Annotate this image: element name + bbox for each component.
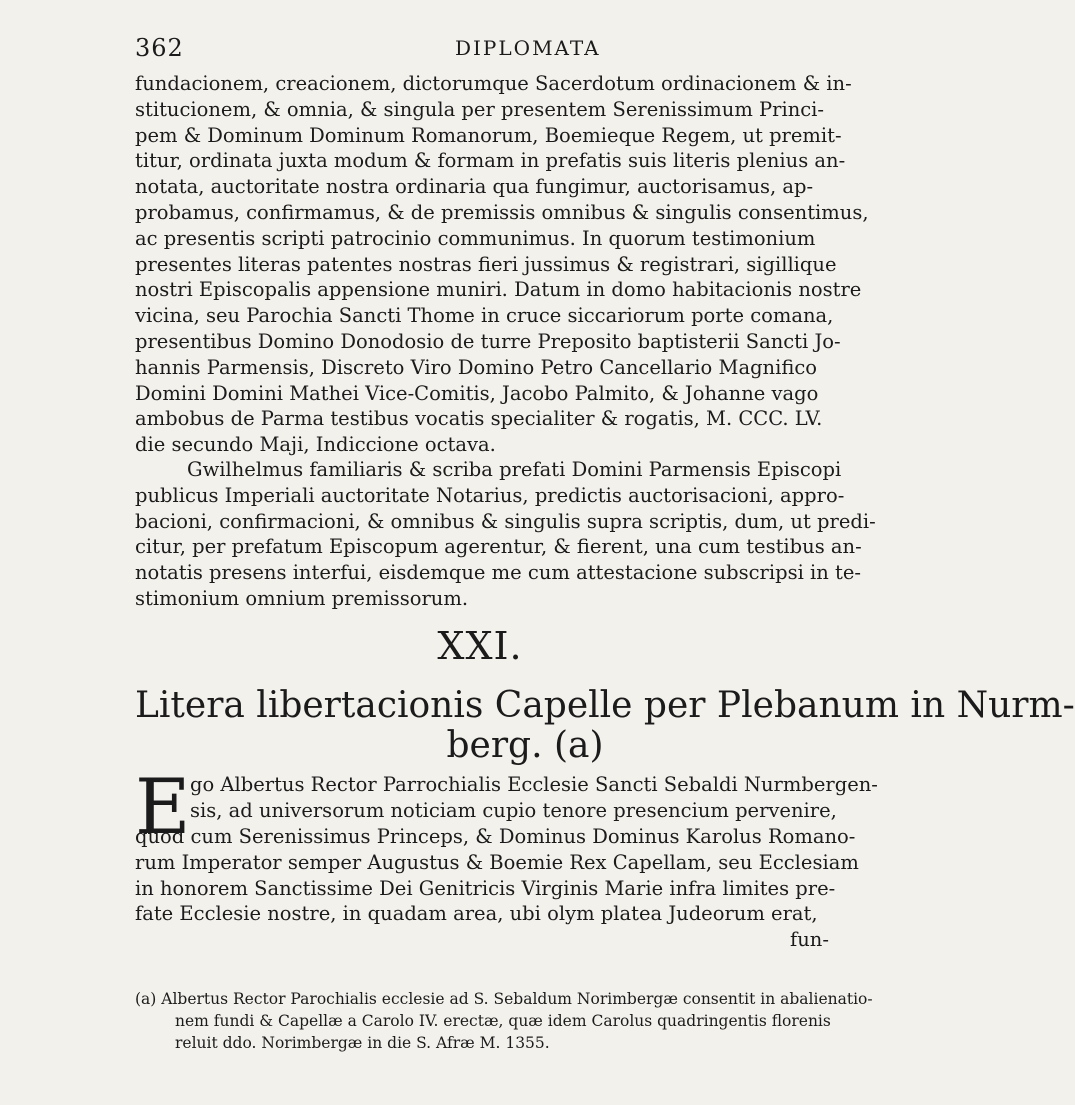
section-title-line: berg. (a) xyxy=(446,725,604,766)
text-line: fate Ecclesie nostre, in quadam area, ubi olym platea Judeorum erat, xyxy=(135,902,818,926)
footnote-line: nem fundi & Capellæ a Carolo IV. erectæ, quæ idem Carolus quadringentis florenis xyxy=(175,1012,831,1030)
text-line: presentibus Domino Donodosio de turre Preposito baptisterii Sancti Jo- xyxy=(135,329,841,353)
text-line: hannis Parmensis, Discreto Viro Domino Petro Cancellario Magnifico xyxy=(135,355,818,379)
section-title-line: Litera libertacionis Capelle per Plebanum in Nurm- xyxy=(135,685,1075,726)
footnote xyxy=(135,988,895,1054)
page-header xyxy=(135,34,895,68)
paragraph-diploma-text xyxy=(135,71,895,458)
text-line: sis, ad universorum noticiam cupio tenore presencium pervenire, xyxy=(190,798,837,822)
paragraph-notary-attestation xyxy=(135,457,895,612)
text-line: ac presentis scripti patrocinio communimus. In quorum testimonium xyxy=(135,226,816,250)
text-line: vicina, seu Parochia Sancti Thome in cruce siccariorum porte comana, xyxy=(135,304,834,328)
text-line: in honorem Sanctissime Dei Genitricis Virginis Marie infra limites pre- xyxy=(135,876,836,900)
text-line: stimonium omnium premissorum. xyxy=(135,586,469,610)
section-number: XXI. xyxy=(437,624,523,668)
text-line: bacioni, confirmacioni, & omnibus & singulis supra scriptis, dum, ut predi- xyxy=(135,509,876,533)
text-line: Domini Domini Mathei Vice-Comitis, Jacobo Palmito, & Johanne vago xyxy=(135,381,819,405)
text-line: quod cum Serenissimus Princeps, & Dominus Dominus Karolus Romano- xyxy=(135,825,856,848)
text-line: ambobus de Parma testibus vocatis specialiter & rogatis, M. CCC. LV. xyxy=(135,407,823,431)
text-line: stitucionem, & omnia, & singula per presentem Serenissimum Princi- xyxy=(135,97,825,121)
drop-cap: E xyxy=(135,762,191,851)
footnote-line: (a) Albertus Rector Parochialis ecclesie ad S. Sebaldum Norimbergæ consentit in abalienatio- xyxy=(135,990,873,1008)
text-line: die secundo Maji, Indiccione octava. xyxy=(135,433,496,457)
text-line: notata, auctoritate nostra ordinaria qua fungimur, auctorisamus, ap- xyxy=(135,175,814,199)
text-line: notatis presens interfui, eisdemque me cum attestacione subscripsi in te- xyxy=(135,561,861,585)
text-line: Gwilhelmus familiaris & scriba prefati Domini Parmensis Episcopi xyxy=(187,458,842,481)
text-line: presentes literas patentes nostras fieri jussimus & registrari, sigillique xyxy=(135,252,837,276)
text-line: go Albertus Rector Parrochialis Ecclesie Sancti Sebaldi Nurmbergen- xyxy=(190,773,878,796)
footnote-line: reluit ddo. Norimbergæ in die S. Afræ M. 1355. xyxy=(175,1034,550,1052)
paragraph-letter-body xyxy=(135,824,895,927)
text-line: citur, per prefatum Episcopum agerentur, & fierent, una cum testibus an- xyxy=(135,535,862,559)
text-line: publicus Imperiali auctoritate Notarius, predictis auctorisacioni, appro- xyxy=(135,483,845,507)
catchword: fun- xyxy=(790,928,829,951)
running-title: DIPLOMATA xyxy=(455,36,601,60)
text-line: nostri Episcopalis appensione muniri. Datum in domo habitacionis nostre xyxy=(135,278,862,302)
text-line: rum Imperator semper Augustus & Boemie Rex Capellam, seu Ecclesiam xyxy=(135,850,859,874)
paragraph-letter-opening xyxy=(190,772,895,824)
text-line: titur, ordinata juxta modum & formam in prefatis suis literis plenius an- xyxy=(135,149,846,173)
page-number: 362 xyxy=(135,34,184,62)
text-line: probamus, confirmamus, & de premissis omnibus & singulis consentimus, xyxy=(135,200,869,224)
text-line: pem & Dominum Dominum Romanorum, Boemieque Regem, ut premit- xyxy=(135,123,842,147)
text-line: fundacionem, creacionem, dictorumque Sacerdotum ordinacionem & in- xyxy=(135,72,852,95)
section-title xyxy=(135,685,1075,766)
